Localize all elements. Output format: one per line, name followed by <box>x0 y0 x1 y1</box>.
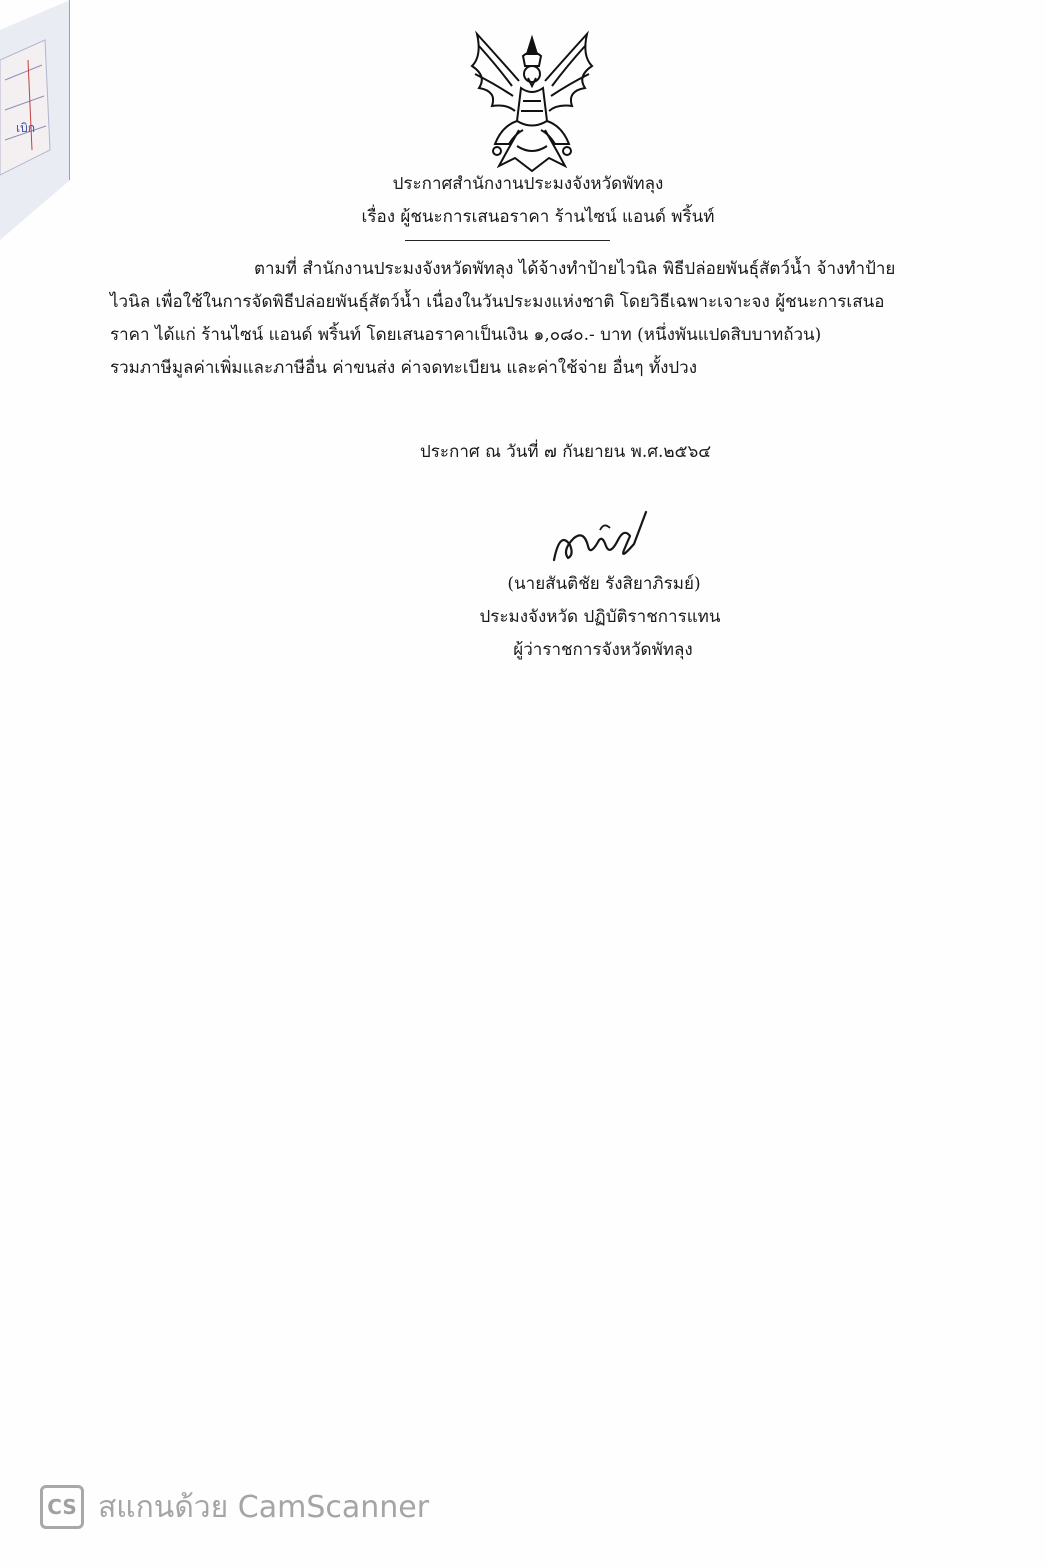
announcement-title: ประกาศสำนักงานประมงจังหวัดพัทลุง <box>392 174 664 194</box>
heading-divider <box>405 240 610 241</box>
camscanner-watermark <box>40 1482 429 1532</box>
announcement-date: ประกาศ ณ วันที่ ๗ กันยายน พ.ศ.๒๕๖๔ <box>420 442 712 462</box>
body-line-3: ราคา ได้แก่ ร้านไซน์ แอนด์ พริ้นท์ โดยเสนอราคาเป็นเงิน ๑,๐๘๐.- บาท (หนึ่งพันแปดสิบบาทถ้วน) <box>110 325 822 345</box>
body-line-4: รวมภาษีมูลค่าเพิ่มและภาษีอื่น ค่าขนส่ง ค่าจดทะเบียน และค่าใช้จ่าย อื่นๆ ทั้งปวง <box>110 358 698 378</box>
signatory-position: ประมงจังหวัด ปฏิบัติราชการแทน <box>479 607 721 627</box>
body-line-1: ตามที่ สำนักงานประมงจังหวัดพัทลุง ได้จ้างทำป้ายไวนิล พิธีปล่อยพันธุ์สัตว์น้ำ จ้างทำป้าย <box>254 259 896 279</box>
signatory-name: (นายสันติชัย รังสิยาภิรมย์) <box>507 574 701 594</box>
announcement-subject: เรื่อง ผู้ชนะการเสนอราคา ร้านไซน์ แอนด์ พริ้นท์ <box>361 207 715 227</box>
camscanner-watermark-text: สแกนด้วย CamScanner <box>98 1489 430 1525</box>
handwritten-signature <box>540 500 660 570</box>
signatory-acting-for: ผู้ว่าราชการจังหวัดพัทลุง <box>513 640 693 660</box>
garuda-emblem-icon <box>457 26 607 176</box>
body-line-2: ไวนิล เพื่อใช้ในการจัดพิธีปล่อยพันธุ์สัตว์น้ำ เนื่องในวันประมงแห่งชาติ โดยวิธีเฉพาะเจาะจง ผู้ชนะการเสนอ <box>110 292 885 312</box>
camscanner-logo-icon: CS <box>40 1485 84 1529</box>
svg-text:เบิก: เบิก <box>16 121 35 135</box>
